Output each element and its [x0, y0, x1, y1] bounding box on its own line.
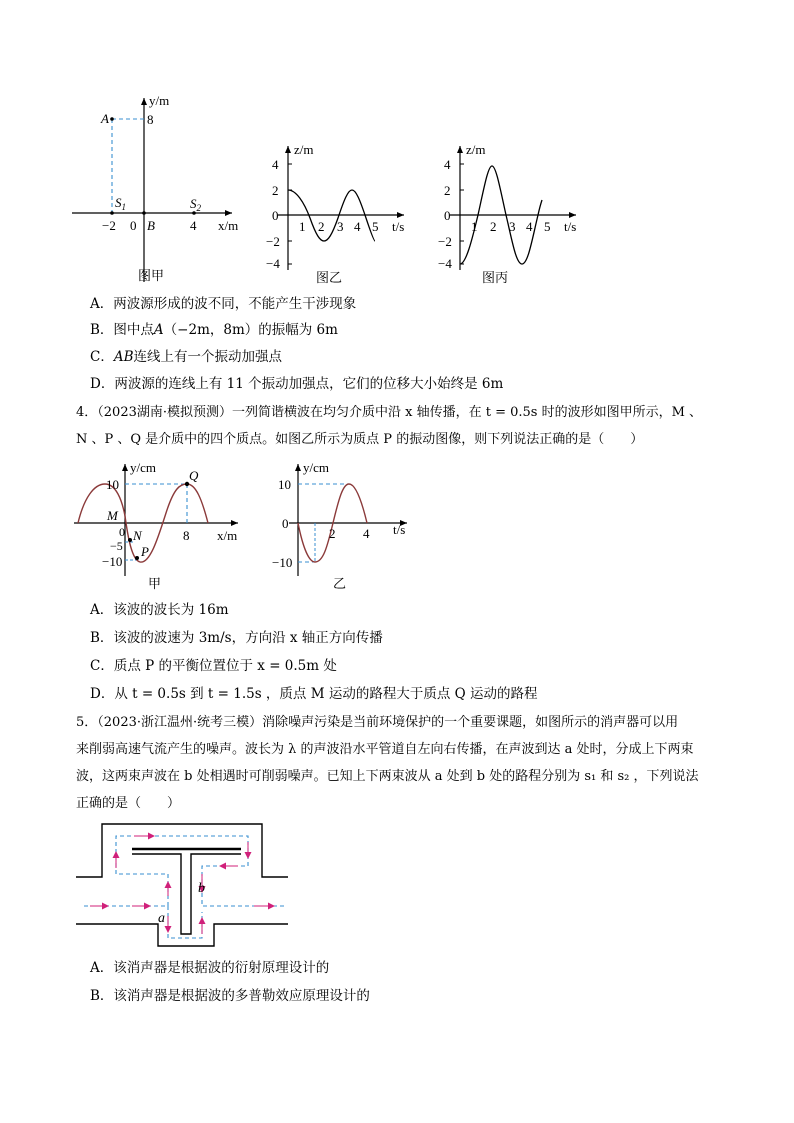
y-m10-label: −10 — [272, 555, 293, 570]
point-p-label: P — [141, 544, 149, 559]
x-axis-label: x/m — [217, 528, 238, 543]
tick-0: 0 — [130, 218, 137, 233]
x-4-label: 4 — [363, 526, 370, 541]
upper-wave-path — [84, 836, 284, 906]
x-tick-2: 2 — [318, 219, 325, 234]
t-axis-label: t/s — [393, 522, 406, 537]
point-m-label: M — [107, 508, 118, 523]
y-tick-4: 4 — [444, 157, 451, 172]
q4-figure-jia — [70, 458, 250, 592]
z-axis-label: z/m — [294, 142, 314, 157]
x-8-label: 8 — [183, 528, 190, 543]
point-b-label: B — [147, 218, 155, 233]
figure-caption: 乙 — [333, 576, 347, 591]
y-tick-0: 0 — [444, 208, 451, 223]
q4-option-d: D．从 t = 0.5s 到 t = 1.5s ，质点 M 运动的路程大于质点 Q 运动的路程 — [90, 686, 538, 702]
y-tick-m2: −2 — [438, 234, 452, 249]
point-q-label: Q — [189, 468, 199, 483]
y-tick-4: 4 — [272, 157, 279, 172]
option-b-prefix: B．图中点 — [90, 322, 154, 338]
q5-stem-line4: 正确的是（ ） — [76, 796, 181, 811]
x-tick-5: 5 — [372, 219, 379, 234]
y-axis-label: y/cm — [303, 460, 329, 475]
figure-caption: 图乙 — [316, 270, 343, 285]
tick-4: 4 — [190, 218, 197, 233]
tick-minus-2: −2 — [102, 218, 116, 233]
q4-stem-line1: 4．（2023湖南·模拟预测）一列简谐横波在均匀介质中沿 x 轴传播，在 t = 0.5s 时的波形如图甲所示，M 、 — [76, 405, 703, 420]
y-tick-m2: −2 — [266, 234, 280, 249]
q4-option-c: C．质点 P 的平衡位置位于 x = 0.5m 处 — [90, 658, 337, 674]
figure-caption: 图甲 — [138, 268, 165, 283]
x-tick-3: 3 — [509, 219, 516, 234]
q3-option-c — [90, 347, 282, 367]
x-tick-1: 1 — [299, 219, 306, 234]
x-tick-3: 3 — [337, 219, 344, 234]
y-10-label: 10 — [106, 477, 119, 492]
option-b-point: A — [153, 322, 164, 338]
q3-figure-bing — [436, 140, 586, 288]
lower-wave-path — [168, 906, 202, 938]
q3-figure-yi — [264, 140, 414, 288]
y-tick-0: 0 — [272, 208, 279, 223]
point-a-label: A — [101, 111, 109, 126]
label-a: a — [158, 911, 165, 926]
x-2-label: 2 — [329, 526, 336, 541]
a-y-value: 8 — [147, 112, 154, 127]
q3-option-a: A．两波源形成的波不同，不能产生干涉现象 — [90, 296, 357, 312]
y-m10-label: −10 — [102, 554, 123, 569]
q4-option-a: A．该波的波长为 16m — [90, 602, 229, 618]
t-axis-label: t/s — [564, 219, 577, 234]
x-tick-5: 5 — [544, 219, 551, 234]
point-p-dot — [135, 556, 139, 560]
y-tick-m4: −4 — [438, 256, 452, 271]
z-axis-label: z/m — [466, 142, 486, 157]
q5-stem-line1: 5．（2023·浙江温州·统考三模）消除噪声污染是当前环境保护的一个重要课题，如图所示的消声器可以用 — [76, 715, 679, 730]
q3-figure-jia — [68, 92, 243, 288]
y-axis-label: y/m — [149, 93, 170, 108]
x-axis-label: x/m — [218, 218, 239, 233]
q5-stem-line2: 来削弱高速气流产生的噪声。波长为 λ 的声波沿水平管道自左向右传播，在声波到达 a 处时，分成上下两束 — [76, 742, 694, 757]
y-10-label: 10 — [278, 477, 291, 492]
q5-option-b: B．该消声器是根据波的多普勒效应原理设计的 — [90, 988, 370, 1004]
option-c-prefix: C． — [90, 349, 114, 365]
figure-caption: 甲 — [148, 576, 162, 591]
figure-caption: 图丙 — [482, 270, 509, 285]
option-c-segment: AB — [113, 349, 134, 365]
pipe-outer-wall — [76, 824, 288, 946]
point-s1-dot — [110, 211, 114, 215]
point-a-dot — [110, 117, 114, 121]
y-0-label: 0 — [282, 516, 289, 531]
q4-stem-line2: N 、P 、Q 是介质中的四个质点。如图乙所示为质点 P 的振动图像，则下列说法正确的是（ ） — [76, 432, 644, 447]
option-c-suffix: 连线上有一个振动加强点 — [133, 349, 283, 365]
y-m5-label: −5 — [110, 539, 123, 553]
x-tick-4: 4 — [354, 219, 361, 234]
q4-figure-yi — [265, 458, 425, 592]
x-tick-1: 1 — [471, 219, 478, 234]
point-s2-dot — [192, 211, 196, 215]
q5-option-a: A．该消声器是根据波的衍射原理设计的 — [90, 960, 330, 976]
y-tick-2: 2 — [444, 183, 451, 198]
t-partition — [132, 849, 241, 934]
q3-option-d: D．两波源的连线上有 11 个振动加强点，它们的位移大小始终是 6m — [90, 376, 504, 392]
y-axis-label: y/cm — [130, 460, 156, 475]
x-0-label: 0 — [119, 525, 125, 539]
x-tick-4: 4 — [526, 219, 533, 234]
point-n-dot — [128, 538, 132, 542]
label-b: b — [198, 881, 205, 896]
option-b-suffix: （−2m，8m）的振幅为 6m — [163, 322, 338, 338]
q5-muffler-figure — [74, 822, 294, 952]
y-tick-2: 2 — [272, 183, 279, 198]
point-n-label: N — [133, 528, 142, 543]
q3-option-b — [90, 320, 338, 340]
s2-label: $S_2$ — [190, 196, 201, 213]
point-b-dot — [142, 211, 146, 215]
t-axis-label: t/s — [392, 219, 405, 234]
x-tick-2: 2 — [490, 219, 497, 234]
q4-option-b: B．该波的波速为 3m/s，方向沿 x 轴正方向传播 — [90, 630, 383, 646]
s1-label: $S_1$ — [115, 195, 126, 212]
q5-stem-line3: 波，这两束声波在 b 处相遇时可削弱噪声。已知上下两束波从 a 处到 b 处的路程分别为 s₁ 和 s₂ ，下列说法 — [76, 769, 699, 784]
y-tick-m4: −4 — [266, 256, 280, 271]
